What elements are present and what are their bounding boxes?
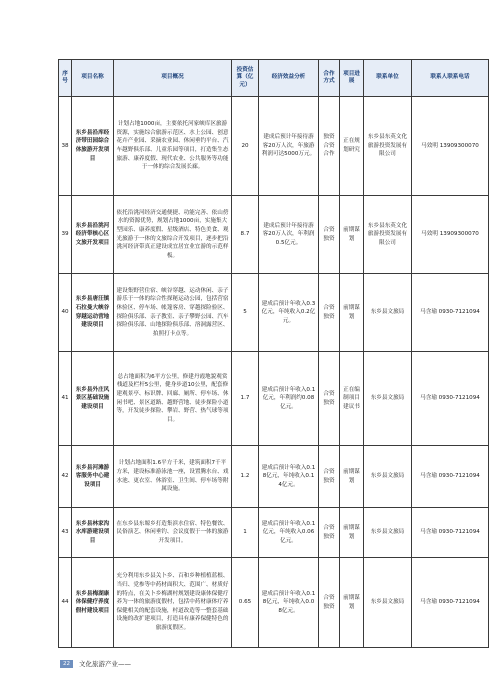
- table-row: [59, 352, 489, 446]
- page-number: 22: [60, 660, 73, 668]
- header-seq: 序号: [59, 60, 72, 97]
- header-name: 项目名称: [72, 60, 114, 97]
- cell-coop: 合资独资: [319, 446, 340, 508]
- cell-coop: 合资独资: [319, 274, 340, 352]
- cell-summary: 依托沿洮河经济交通便捷、功能完善、依山傍水的资源优势，规划占地1000亩，实施集大型园乐、康养度假、星级酒店、特色美食、观光旅游于一体的文旅综合开发项目，逐步把沿洮河经济带真正建设成宜居宜业宜游的示范样板。: [114, 196, 232, 274]
- cell-name: 东乡县沿库经济带田园综合体旅游开发项目: [72, 97, 114, 196]
- cell-seq: 40: [59, 274, 72, 352]
- cell-investment: 5: [232, 274, 259, 352]
- cell-investment: 20: [232, 97, 259, 196]
- header-investment: 投资估算（亿元）: [232, 60, 259, 97]
- cell-unit: 东乡县东英文化旅游投资发展有限公司: [364, 196, 412, 274]
- cell-investment: 1: [232, 508, 259, 558]
- cell-seq: 41: [59, 352, 72, 446]
- cell-name: 东乡县外庄风景区基础设施建设项目: [72, 352, 114, 446]
- cell-seq: 38: [59, 97, 72, 196]
- header-progress: 项目进展: [340, 60, 364, 97]
- cell-coop: 合资独资: [319, 508, 340, 558]
- cell-progress: 前期谋划: [340, 274, 364, 352]
- cell-benefit: 建成后预计年接待游客20万人次，年旅游利润可达5000万元。: [259, 97, 319, 196]
- cell-unit: 东乡县文旅局: [364, 274, 412, 352]
- table-row: [59, 508, 489, 558]
- cell-name: 东乡县唐汪镇石拉曼大峡谷穿越运动营地建设项目: [72, 274, 114, 352]
- cell-progress: 正在编制项目建议书: [340, 352, 364, 446]
- cell-unit: 东乡县文旅局: [364, 508, 412, 558]
- cell-summary: 计划占地面积1.6平方千米，建筑面积7千平方米，建设标准游泳池一座，设置腾水台、戏水池、更衣室、休浴室、卫生间、停车场等附属设施。: [114, 446, 232, 508]
- cell-coop: 合资独资: [319, 352, 340, 446]
- table-row: [59, 558, 489, 648]
- cell-summary: 充分利用东乡县关卜乡、百和乡种植植蓝根、当归、党参等中药材面积大、范围广、材质好的特点，在关卜乡梅湖村规划建设康体保健疗养为一体的旅游度假村，包括中药材康体疗养保健相关的配套设施，村道改造等一整套基础设施的改扩建项目，打造具有康养保健特色的旅游度假区。: [114, 558, 232, 648]
- cell-investment: 8.7: [232, 196, 259, 274]
- table-row: [59, 274, 489, 352]
- cell-benefit: 建成后预计年收入0.18亿元，年纯收入0.08亿元。: [259, 558, 319, 648]
- cell-contact: 马含瑜 0930-7121094: [412, 274, 489, 352]
- cell-contact: 马效明 13909300070: [412, 196, 489, 274]
- cell-coop: 合资独资: [319, 558, 340, 648]
- cell-name: 东乡县梅湖康体保健疗养度假村建设项目: [72, 558, 114, 648]
- cell-investment: 1.7: [232, 352, 259, 446]
- cell-contact: 马效明 13909300070: [412, 97, 489, 196]
- cell-benefit: 建成后预计年收入0.1亿元，年纯收入0.06亿元。: [259, 508, 319, 558]
- table-row: [59, 196, 489, 274]
- cell-seq: 39: [59, 196, 72, 274]
- table-row: [59, 446, 489, 508]
- header-benefit: 经济效益分析: [259, 60, 319, 97]
- cell-progress: 前期谋划: [340, 196, 364, 274]
- header-summary: 项目概况: [114, 60, 232, 97]
- project-table: [58, 59, 489, 648]
- cell-summary: 总占地面积为6平方公里，修建丹霞地貌观赏栈道及栏杆5公里，健身步道10公里，配套修建观景亭、标识牌、回廊、厕所、停车场、休闲书吧、景区道路、越野营地、徒步探险小道等，开发徒步探险、攀岩、野营、热气球等项目。: [114, 352, 232, 446]
- cell-contact: 马含瑜 0930-7121094: [412, 352, 489, 446]
- cell-seq: 42: [59, 446, 72, 508]
- cell-benefit: 建成后预计年收入0.18亿元，年纯收入0.14亿元。: [259, 446, 319, 508]
- table-header-row: [59, 60, 489, 97]
- cell-benefit: 建成后预计年收入0.3亿元，年纯收入0.2亿元。: [259, 274, 319, 352]
- cell-seq: 44: [59, 558, 72, 648]
- cell-summary: 建设集野营住宿、峡谷穿越、运动休闲、亲子游乐于一体的综合性探秘运动公园，包括营宿休验区、停车场、帐篷客房、穿越探险验区、探险俱乐部、亲子教室、亲子攀野公园、汽车探险俱乐部、山地探险俱乐部、溶洞露营区、拍照打卡点等。: [114, 274, 232, 352]
- cell-unit: 东乡县文旅局: [364, 558, 412, 648]
- cell-unit: 东乡县文旅局: [364, 352, 412, 446]
- section-title: 文化旅游产业——: [79, 660, 131, 668]
- page-footer: [60, 659, 131, 668]
- cell-summary: 在东乡县东塬乡打造集滨水住宿、特色餐饮、民俗演艺、休闲垂钓、会议度假于一体的旅游开发项目。: [114, 508, 232, 558]
- cell-progress: 前期谋划: [340, 558, 364, 648]
- table-row: [59, 97, 489, 196]
- cell-name: 东乡县沿洮河经济带核心区文旅开发项目: [72, 196, 114, 274]
- cell-benefit: 建成后预计年接待游客20万人次，年利润0.5亿元。: [259, 196, 319, 274]
- cell-contact: 马含瑜 0930-7121094: [412, 446, 489, 508]
- cell-progress: 前期谋划: [340, 446, 364, 508]
- cell-investment: 0.65: [232, 558, 259, 648]
- cell-coop: 合资独资: [319, 196, 340, 274]
- cell-progress: 前期谋划: [340, 508, 364, 558]
- cell-progress: 正在规划研究: [340, 97, 364, 196]
- cell-coop: 独资合资合作: [319, 97, 340, 196]
- header-contact: 联系人联系电话: [412, 60, 489, 97]
- cell-benefit: 建成后预计年收入0.1亿元，年利润约0.08亿元。: [259, 352, 319, 446]
- cell-contact: 马含瑜 0930-7121094: [412, 508, 489, 558]
- header-unit: 联系单位: [364, 60, 412, 97]
- cell-name: 东乡县林家沟水库游建设项目: [72, 508, 114, 558]
- cell-name: 东乡县河滩游客服务中心建设项目: [72, 446, 114, 508]
- cell-contact: 马含瑜 0930-7121094: [412, 558, 489, 648]
- cell-investment: 1.2: [232, 446, 259, 508]
- cell-unit: 东乡县东英文化旅游投资发展有限公司: [364, 97, 412, 196]
- cell-seq: 43: [59, 508, 72, 558]
- cell-unit: 东乡县文旅局: [364, 446, 412, 508]
- header-coop: 合作方式: [319, 60, 340, 97]
- cell-summary: 计划占地1000亩，主要依托河家峡库区旅游资源，实施综合旅游示范区、水上公园、创意花卉产业园、采摘农业园、休闲垂钓平台、汽车越野俱乐部、儿童乐园等项目，打造集生态旅游、康养度假、现代农业、公共服务等功能于一体的综合发展长廊。: [114, 97, 232, 196]
